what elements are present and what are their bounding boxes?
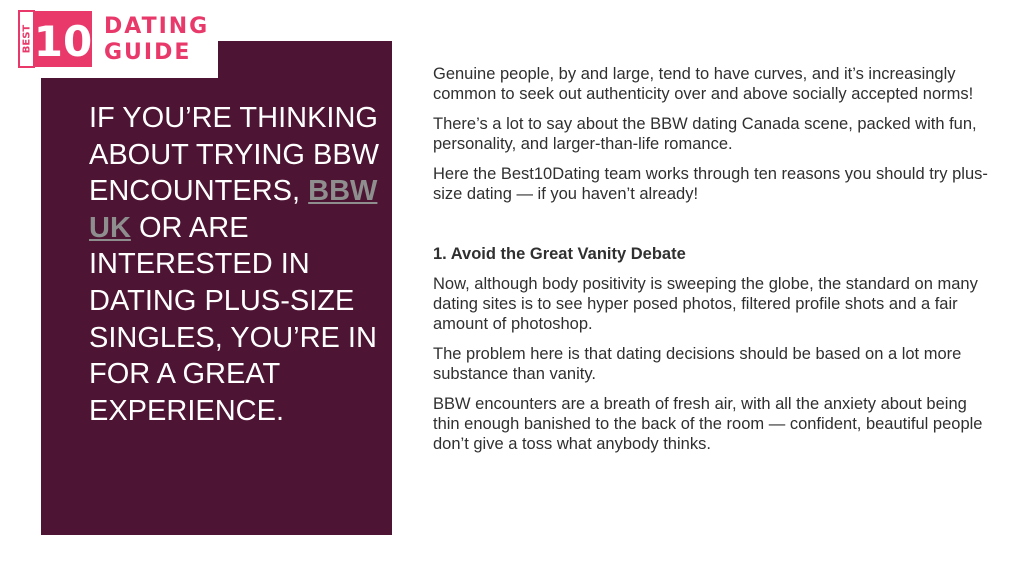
- section-paragraph: Now, although body positivity is sweeping the globe, the standard on many dating sites is to see hyper posed photos, filtered profile shots and a fair amount of photoshop.: [433, 275, 978, 333]
- headline-text-after: OR ARE INTERESTED IN DATING PLUS-SIZE SINGLES, YOU’RE IN FOR A GREAT EXPERIENCE.: [89, 211, 377, 427]
- section-paragraph: The problem here is that dating decisions should be based on a lot more substance than vanity.: [433, 345, 962, 383]
- bbw-uk-link[interactable]: BBW UK: [89, 175, 378, 244]
- headline: [89, 100, 389, 429]
- section-title: 1. Avoid the Great Vanity Debate: [433, 245, 686, 263]
- logo-line-1: DATING: [104, 14, 210, 39]
- logo-wordmark: [104, 14, 209, 66]
- logo-mark-side: BEST: [21, 24, 33, 54]
- section-paragraph: BBW encounters are a breath of fresh air, with all the anxiety about being thin enough banished to the back of the room — confident, beautiful people don’t give a toss what anybody thinks.: [433, 395, 983, 453]
- intro-paragraph: Here the Best10Dating team works through ten reasons you should try plus-size dating — if you haven’t already!: [433, 165, 988, 203]
- intro-paragraph: There’s a lot to say about the BBW dating Canada scene, packed with fun, personality, and larger-than-life romance.: [433, 115, 977, 153]
- article-body: [433, 64, 993, 464]
- logo-mark-number: 10: [33, 17, 93, 66]
- headline-text-before: IF YOU’RE THINKING ABOUT TRYING BBW ENCOUNTERS,: [89, 102, 380, 208]
- logo-line-2: GUIDE: [104, 40, 192, 65]
- intro-paragraph: Genuine people, by and large, tend to have curves, and it’s increasingly common to seek out authenticity over and above socially accepted norms!: [433, 65, 974, 103]
- best10-logo-icon: [18, 8, 94, 70]
- logo[interactable]: [0, 0, 218, 78]
